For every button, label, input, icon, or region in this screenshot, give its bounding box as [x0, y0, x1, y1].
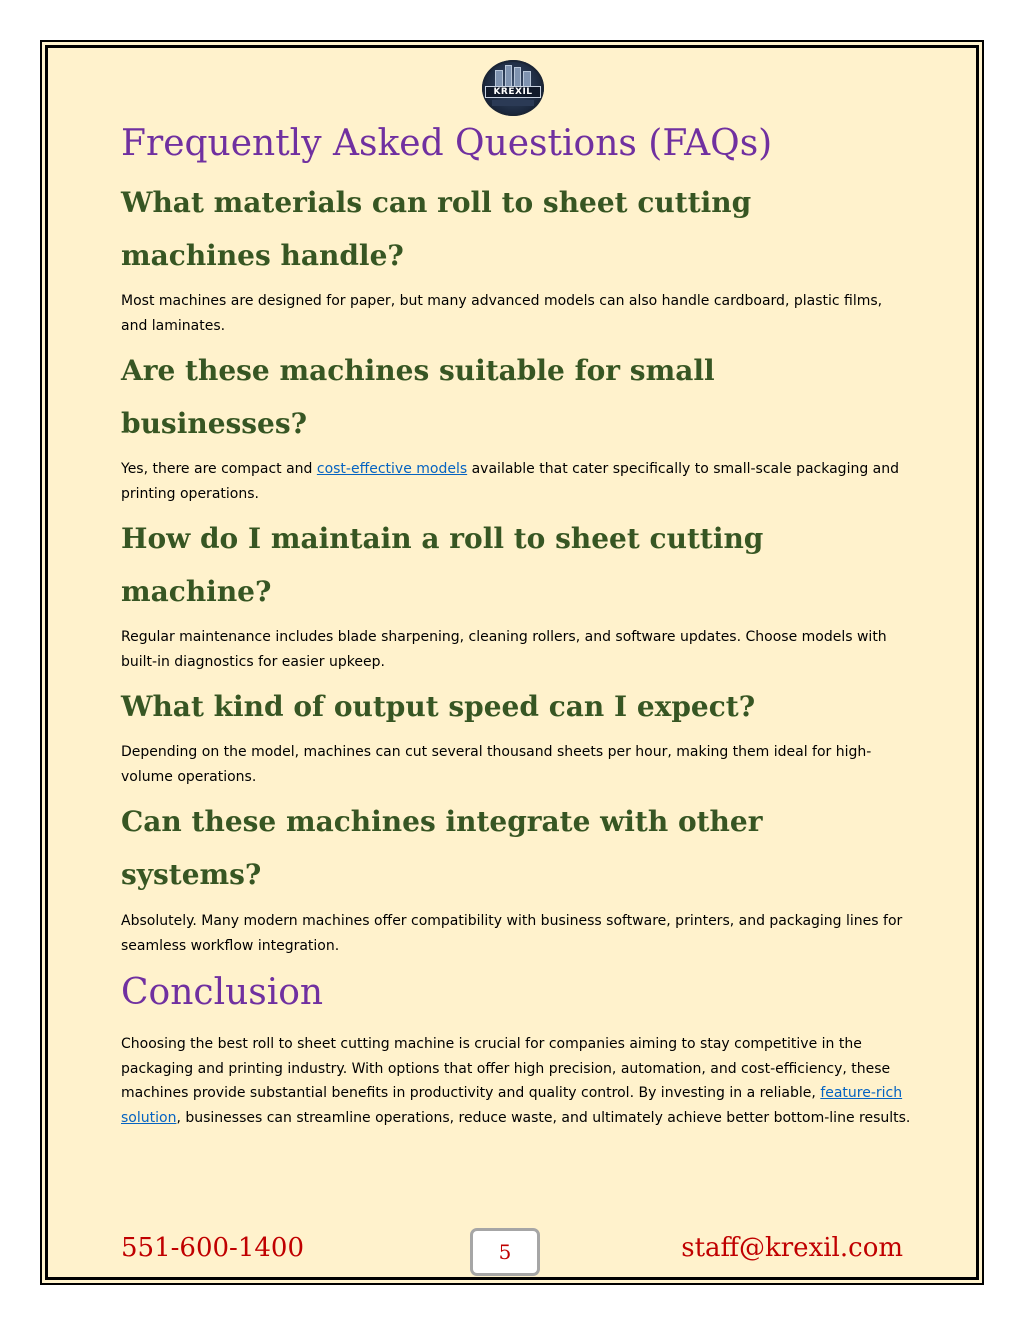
faq-question: Are these machines suitable for small businesses? — [121, 354, 715, 440]
faq-question: What kind of output speed can I expect? — [121, 690, 756, 723]
faq-question: Can these machines integrate with other systems? — [121, 805, 763, 891]
krexil-logo — [482, 60, 544, 116]
faq-answer: Regular maintenance includes blade sharpening, cleaning rollers, and software updates. Choose models with built-in diagnostics for easier upkeep. — [121, 629, 887, 670]
faq-answer: Most machines are designed for paper, but many advanced models can also handle cardboard, plastic films, and laminates. — [121, 293, 883, 334]
faq-answer: Depending on the model, machines can cut several thousand sheets per hour, making them ideal for high-volume operations. — [121, 744, 872, 785]
feature-rich-solution-link[interactable]: feature-rich solution — [121, 1085, 903, 1126]
cost-effective-models-link[interactable]: cost-effective models — [316, 461, 468, 477]
conclusion-text: Choosing the best roll to sheet cutting machine is crucial for companies aiming to stay competitive in the packaging and printing industry. With options that offer high precision, automation, and cost-efficiency, these machines provide substantial benefits in productivity and quality control. By investing in a reliable, feature-rich solution, businesses can streamline operations, reduce waste, and ultimately achieve better bottom-line results. — [121, 1036, 911, 1126]
document-page — [40, 40, 984, 1285]
faq-answer: Absolutely. Many modern machines offer compatibility with business software, printers, and packaging lines for seamless workflow integration. — [121, 913, 903, 954]
footer-phone: 551-600-1400 — [121, 1233, 304, 1263]
footer-email: staff@krexil.com — [681, 1233, 903, 1263]
conclusion-heading: Conclusion — [121, 972, 324, 1013]
faq-question: What materials can roll to sheet cutting machines handle? — [121, 186, 752, 272]
faq-question: How do I maintain a roll to sheet cutting machine? — [121, 522, 764, 608]
page-number: 5 — [470, 1228, 540, 1276]
logo-wordmark: KREXIL — [485, 86, 541, 98]
page-title: Frequently Asked Questions (FAQs) — [121, 123, 773, 164]
faq-answer: Yes, there are compact and cost-effective models available that cater specifically to small-scale packaging and printing operations. — [121, 461, 900, 502]
